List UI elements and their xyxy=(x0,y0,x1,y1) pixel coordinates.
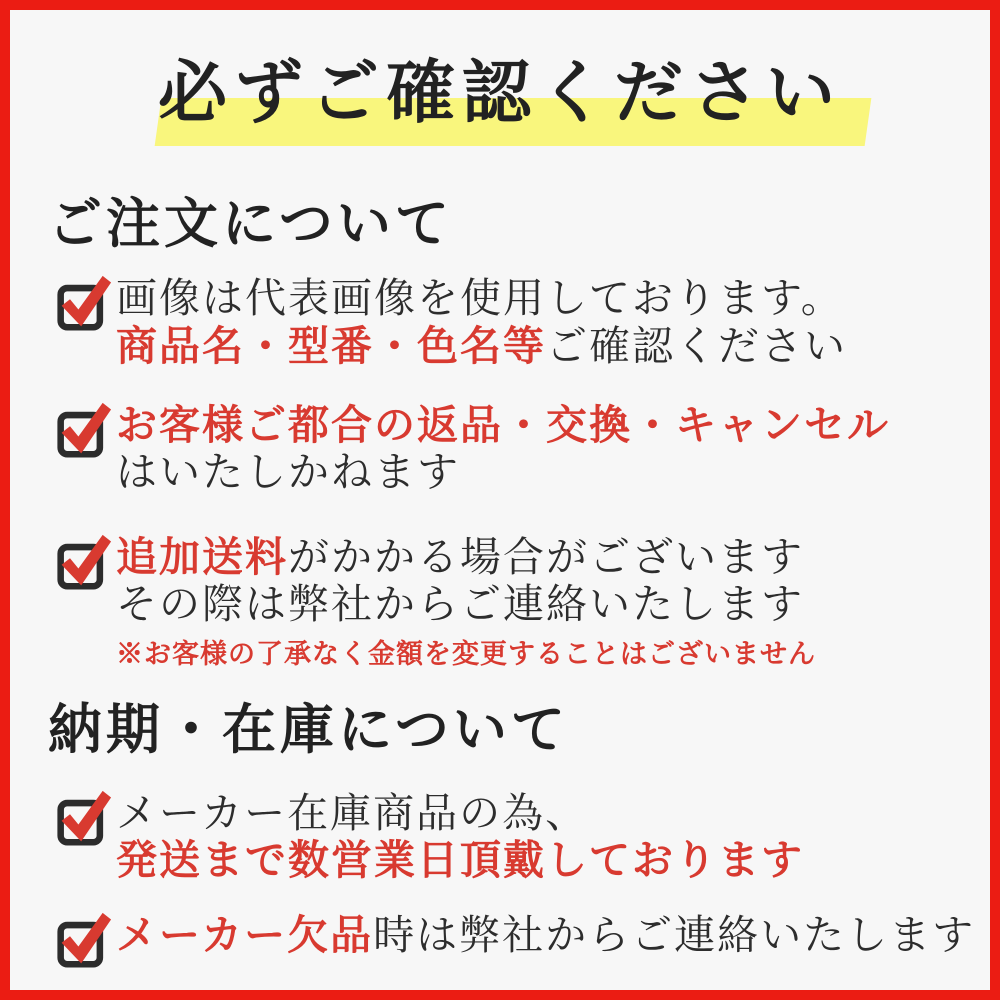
item-line-segment: その際は弊社からご連絡いたします xyxy=(116,580,804,629)
item-text xyxy=(116,912,975,959)
item-line-segment-emphasis: メーカー欠品 xyxy=(116,911,374,959)
item-footnote xyxy=(116,637,816,672)
item-line-segment: ご確認ください xyxy=(546,321,847,370)
checkbox-checked-icon xyxy=(56,532,112,592)
list-item-returns-cancel xyxy=(10,402,990,496)
item-text xyxy=(116,402,890,496)
item-line xyxy=(116,449,890,496)
checkbox-checked-icon xyxy=(56,788,112,848)
checkbox-checked-icon xyxy=(56,910,112,970)
item-line xyxy=(116,837,804,884)
item-line xyxy=(116,402,890,449)
title-banner xyxy=(10,46,990,152)
item-line-segment-emphasis: お客様ご都合の返品・交換・キャンセル xyxy=(116,400,890,449)
list-item-extra-shipping xyxy=(10,534,990,672)
item-line xyxy=(116,534,816,581)
item-line-segment: はいたしかねます xyxy=(116,447,460,496)
item-line-segment: がかかる場合がございます xyxy=(288,532,804,581)
item-line xyxy=(116,912,975,959)
item-line-segment-emphasis: 追加送料 xyxy=(116,532,288,581)
item-line-segment: 画像は代表画像を使用しております。 xyxy=(116,274,844,323)
list-item-maker-stock xyxy=(10,790,990,884)
item-line-segment-emphasis: ※お客様の了承なく金額を変更することはございません xyxy=(116,639,816,671)
item-text xyxy=(116,275,847,369)
page-title: 必ずご確認ください xyxy=(158,52,842,133)
checkbox-checked-icon xyxy=(56,400,112,460)
section-heading-delivery-stock: 納期・在庫について xyxy=(48,697,569,762)
item-line xyxy=(116,323,847,370)
item-line xyxy=(116,790,804,837)
item-line-segment: メーカー在庫商品の為、 xyxy=(116,788,589,837)
item-text xyxy=(116,534,816,672)
list-item-representative-image xyxy=(10,275,990,369)
item-line-segment-emphasis: 発送まで数営業日頂戴しております xyxy=(116,835,804,884)
item-line xyxy=(116,275,847,322)
item-line-segment-emphasis: 商品名・型番・色名等 xyxy=(116,321,546,370)
checkbox-checked-icon xyxy=(56,273,112,333)
item-text xyxy=(116,790,804,884)
item-line xyxy=(116,581,816,628)
list-item-maker-shortage xyxy=(10,912,990,970)
section-heading-order: ご注文について xyxy=(48,191,453,255)
item-line-segment: 時は弊社からご連絡いたします xyxy=(373,911,976,959)
